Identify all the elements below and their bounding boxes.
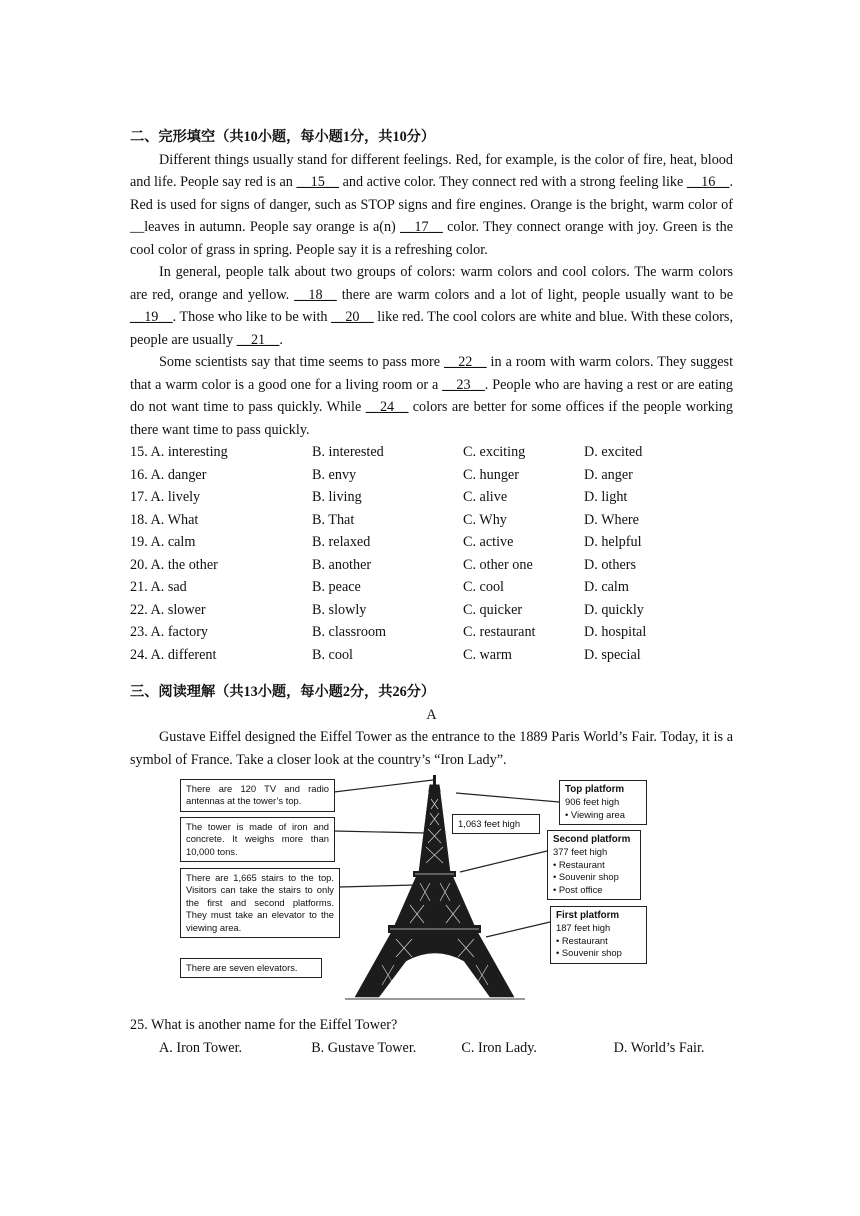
top-platform-callout (559, 780, 647, 825)
option-row-17 (130, 486, 733, 509)
option-d[interactable]: D. calm (584, 579, 629, 595)
text-run: In general, people talk about two groups of colors: warm colors and cool colors. The warm colors are red, orange and yellow. (130, 264, 733, 303)
option-row-24 (130, 644, 733, 667)
blank-23[interactable]: __23__ (442, 376, 485, 393)
option-c[interactable]: C. active (463, 534, 514, 550)
question-25: 25. What is another name for the Eiffel Tower? (130, 1017, 398, 1033)
option-b[interactable]: B. That (312, 511, 355, 528)
first-platform-line: • Souvenir shop (556, 947, 622, 959)
option-b[interactable]: B. cool (312, 646, 353, 663)
antennas-callout: There are 120 TV and radio antennas at the tower’s top. (180, 779, 335, 812)
option-b[interactable]: B. another (312, 556, 372, 573)
option-row-16 (130, 464, 733, 487)
top-platform-line: 906 feet high (565, 796, 620, 808)
second-platform-line: • Restaurant (553, 858, 605, 870)
text-run: __ (130, 219, 145, 235)
option-b[interactable]: B. slowly (312, 601, 367, 618)
option-row-19 (130, 531, 733, 554)
option-a[interactable]: A. Iron Tower. (159, 1039, 243, 1056)
text-run: there are warm colors and a lot of light, people usually want to be (336, 286, 733, 303)
text-run: and active color. They connect red with a strong feeling like (339, 174, 687, 190)
first-platform-callout (550, 906, 647, 964)
blank-16[interactable]: __16__ (686, 174, 730, 190)
cloze-options (130, 441, 733, 666)
cloze-paragraph-1 (130, 149, 733, 262)
option-b[interactable]: B. peace (312, 579, 361, 595)
reading-section-title: 三、阅读理解（共13小题，每小题2分，共26分） (130, 684, 436, 700)
second-platform-title: Second platform (553, 834, 631, 845)
text-run: colors are better for some offices if the people working there want time to pass quickly. (130, 399, 733, 438)
first-platform-line: 187 feet high (556, 922, 611, 934)
exam-page (130, 126, 733, 1059)
top-platform-line: • Viewing area (565, 808, 625, 820)
question-25-options (130, 1037, 733, 1060)
text-run: leaves in autumn. People say orange is a(n) (144, 219, 401, 235)
iron-callout: The tower is made of iron and concrete. It weighs more than 10,000 tons. (180, 817, 335, 862)
blank-24[interactable]: __24__ (365, 399, 409, 415)
text-run: . (279, 331, 283, 348)
option-row-18 (130, 509, 733, 532)
blank-18[interactable]: __18__ (294, 286, 337, 303)
option-b[interactable]: B. envy (312, 466, 357, 483)
height-callout: 1,063 feet high (452, 814, 540, 834)
spacer (130, 1003, 733, 1014)
text-run: . Those who like to be with (172, 309, 332, 325)
option-a[interactable]: 15. A. interesting (130, 444, 228, 460)
option-row-15 (130, 441, 733, 464)
option-c[interactable]: C. alive (463, 489, 508, 505)
text-run: in a room with warm colors. They suggest that a warm color is a good one for a living room or a (130, 354, 734, 393)
option-d[interactable]: D. anger (584, 466, 633, 483)
option-d[interactable]: D. Where (584, 511, 639, 528)
option-d[interactable]: D. hospital (584, 624, 647, 640)
option-a[interactable]: 22. A. slower (130, 601, 206, 618)
option-c[interactable]: C. Iron Lady. (461, 1039, 537, 1056)
option-c[interactable]: C. warm (463, 646, 512, 663)
option-row-22 (130, 599, 733, 622)
option-d[interactable]: D. World’s Fair. (613, 1039, 705, 1056)
option-a[interactable]: 20. A. the other (130, 556, 218, 573)
option-c[interactable]: C. restaurant (463, 624, 536, 640)
option-d[interactable]: D. excited (584, 444, 643, 460)
option-d[interactable]: D. others (584, 556, 637, 573)
passage-letter: A (426, 706, 437, 723)
option-b[interactable]: B. classroom (312, 624, 387, 640)
option-b[interactable]: B. interested (312, 444, 384, 460)
option-c[interactable]: C. hunger (463, 466, 519, 483)
text-run: color. They connect orange with joy. Green is the cool color of grass in spring. People say it is a refreshing color. (130, 219, 733, 258)
option-c[interactable]: C. Why (463, 511, 507, 528)
option-d[interactable]: D. helpful (584, 534, 642, 550)
text-run: . Red is used for signs of danger, such as STOP signs and fire engines. Orange is the bright, warm color of (130, 174, 734, 213)
blank-19[interactable]: __19__ (130, 309, 173, 325)
second-platform-line: • Souvenir shop (553, 871, 619, 883)
cloze-paragraph-3 (130, 351, 733, 441)
option-a[interactable]: 23. A. factory (130, 624, 209, 640)
option-d[interactable]: D. light (584, 489, 628, 505)
second-platform-callout (547, 830, 641, 900)
eiffel-tower-figure (130, 775, 733, 1003)
option-row-23 (130, 621, 733, 644)
option-row-21 (130, 576, 733, 599)
option-c[interactable]: C. exciting (463, 444, 526, 460)
top-platform-title: Top platform (565, 784, 625, 795)
first-platform-title: First platform (556, 910, 620, 921)
option-d[interactable]: D. special (584, 646, 641, 663)
spacer (130, 666, 733, 681)
option-c[interactable]: C. other one (463, 556, 533, 573)
option-a[interactable]: 24. A. different (130, 646, 217, 663)
stairs-callout: There are 1,665 stairs to the top. Visitors can take the stairs to only the first and second platforms. They must take an elevator to the viewing area. (180, 868, 340, 938)
option-a[interactable]: 16. A. danger (130, 466, 207, 483)
blank-21[interactable]: __21__ (236, 331, 280, 348)
text-run: Different things usually stand for different feelings. Red, for example, is the color of fire, heat, blood and life. People say red is an (130, 151, 733, 190)
option-d[interactable]: D. quickly (584, 601, 644, 618)
second-platform-line: • Post office (553, 883, 603, 895)
option-a[interactable]: 19. A. calm (130, 534, 196, 550)
second-platform-line: 377 feet high (553, 846, 608, 858)
cloze-paragraph-2 (130, 261, 733, 351)
option-b[interactable]: B. Gustave Tower. (311, 1039, 417, 1056)
blank-17[interactable]: __17__ (400, 219, 443, 235)
option-a[interactable]: 21. A. sad (130, 579, 187, 595)
elevators-callout: There are seven elevators. (180, 958, 322, 978)
option-c[interactable]: C. cool (463, 579, 504, 595)
cloze-section-title: 二、完形填空（共10小题，每小题1分，共10分） (130, 129, 436, 145)
reading-intro: Gustave Eiffel designed the Eiffel Tower as the entrance to the 1889 Paris World’s Fair. Today, it is a symbol of France. Take a closer look at the country’s “Iron Lady”. (130, 729, 733, 768)
blank-15[interactable]: __15__ (296, 174, 339, 190)
text-run: like red. The cool colors are white and blue. With these colors, people are usually (130, 309, 733, 348)
option-a[interactable]: 18. A. What (130, 511, 199, 528)
blank-20[interactable]: __20__ (331, 309, 374, 325)
option-b[interactable]: B. relaxed (312, 534, 371, 550)
text-run: . People who are having a rest or are eating do not want time to pass quickly. While (130, 376, 733, 415)
option-a[interactable]: 17. A. lively (130, 489, 201, 505)
option-c[interactable]: C. quicker (463, 601, 523, 618)
text-run: Some scientists say that time seems to pass more (159, 354, 444, 370)
option-row-20 (130, 554, 733, 577)
option-b[interactable]: B. living (312, 489, 362, 505)
blank-22[interactable]: __22__ (444, 354, 487, 370)
first-platform-line: • Restaurant (556, 934, 608, 946)
